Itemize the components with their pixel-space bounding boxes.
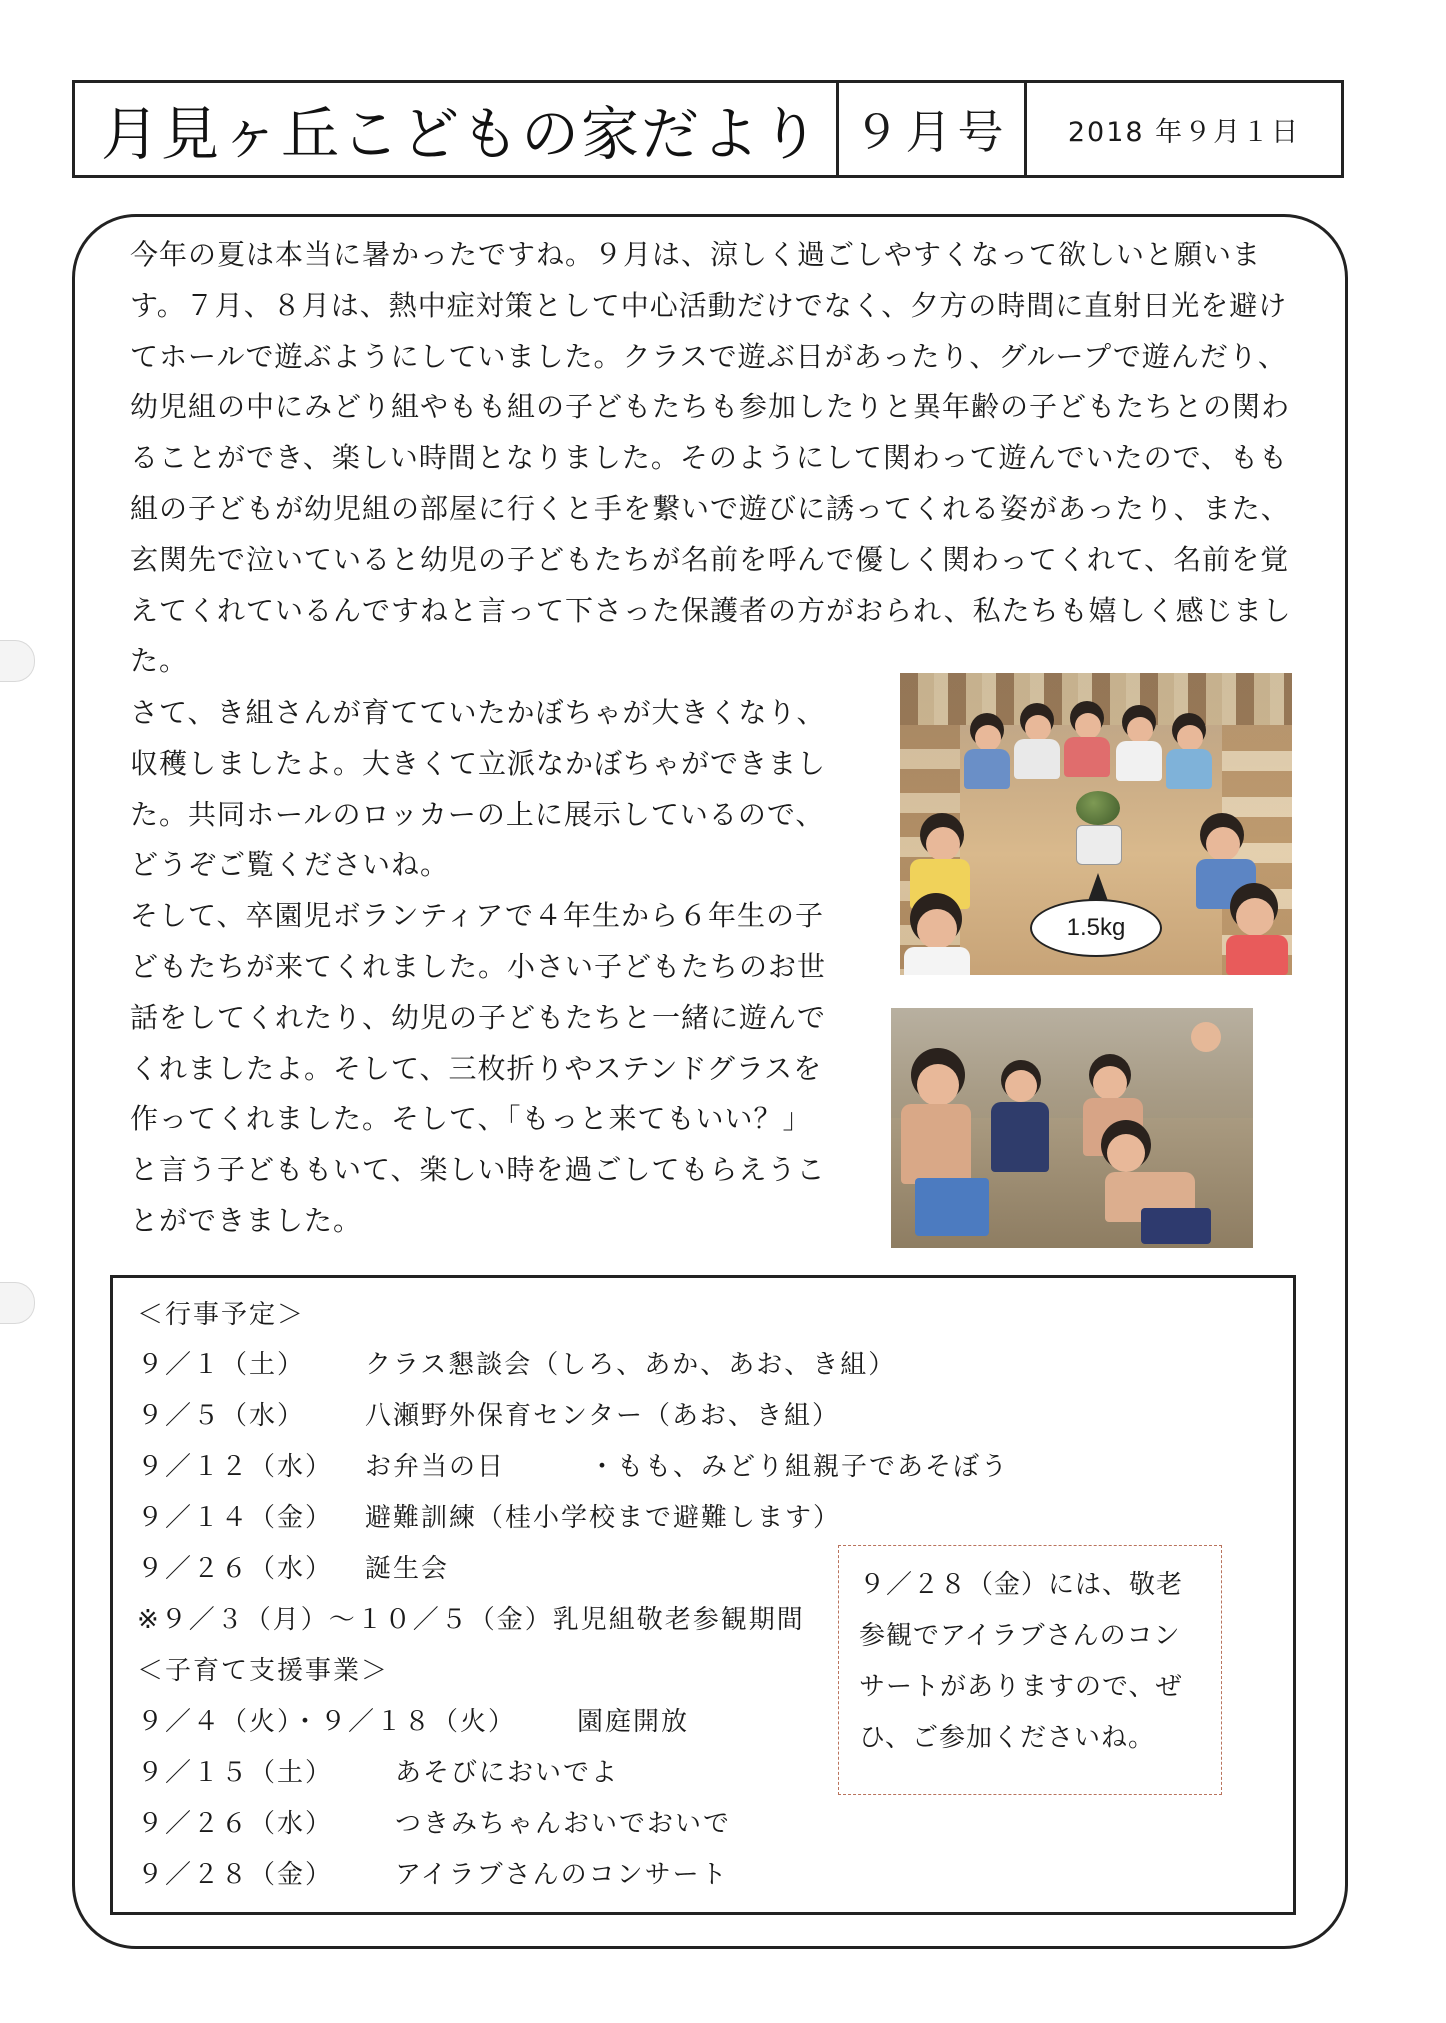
support-text: あそびにおいでよ <box>395 1758 620 1788</box>
support-date: ９／２６（水） <box>137 1809 334 1839</box>
event-date: ９／５（水） <box>137 1401 306 1431</box>
schedule-heading: ＜行事予定＞ <box>137 1300 306 1330</box>
volunteer-paragraph: そして、卒園児ボランティアで４年生から６年生の子どもたちが来てくれました。小さい子どもたちのお世話をしてくれたり、幼児の子どもたちと一緒に遊んでくれましたよ。そして、三枚折りやステンドグラスを作ってくれました。そして、「もっと来てもいい？」と言う子どももいて、楽しい時を過ごしてもらえうことができました。 <box>130 899 827 1237</box>
left-column <box>130 688 830 1247</box>
issue-date: 2018 年９月１日 <box>1067 116 1301 148</box>
issue-label: ９月号 <box>839 83 1027 175</box>
event-text: 誕生会 <box>365 1554 450 1584</box>
support-heading: ＜子育て支援事業＞ <box>137 1656 390 1686</box>
support-text: つきみちゃんおいでおいで <box>395 1809 732 1839</box>
pumpkin-photo <box>900 673 1292 975</box>
event-date: ９／２６（水） <box>137 1554 334 1584</box>
sandbox-photo <box>891 1008 1253 1248</box>
event-date: ９／１（土） <box>137 1350 306 1380</box>
pumpkin <box>1076 791 1120 825</box>
schedule-note-line: ※９／３（月）～１０／５（金）乳児組敬老参観期間 <box>137 1605 805 1635</box>
event-date: ９／１４（金） <box>137 1503 334 1533</box>
event-text: 避難訓練（桂小学校まで避難します） <box>365 1503 842 1533</box>
concert-callout: ９／２８（金）には、敬老参観でアイラブさんのコンサートがありますので、ぜひ、ご参加くださいね。 <box>838 1545 1222 1795</box>
support-date: ９／１５（土） <box>137 1758 334 1788</box>
punch-hole <box>0 1282 35 1324</box>
intro-paragraph: 今年の夏は本当に暑かったですね。９月は、涼しく過ごしやすくなって欲しいと願います。７月、８月は、熱中症対策として中心活動だけでなく、夕方の時間に直射日光を避けてホールで遊ぶようにしていました。クラスで遊ぶ日があったり、グループで遊んだり、幼児組の中にみどり組やもも組の子どもたちも参加したりと異年齢の子どもたちとの関わることができ、楽しい時間となりました。そのようにして関わって遊んでいたので、もも組の子どもが幼児組の部屋に行くと手を繋いで遊びに誘ってくれる姿があったり、また、玄関先で泣いていると幼児の子どもたちが名前を呼んで優しく関わってくれて、名前を覚えてくれているんですねと言って下さった保護者の方がおられ、私たちも嬉しく感じました。 <box>130 238 1292 678</box>
event-text: お弁当の日 ・もも、みどり組親子であそぼう <box>365 1452 1010 1482</box>
newsletter-title: 月見ヶ丘こどもの家だより <box>75 83 839 175</box>
event-text: 八瀬野外保育センター（あお、き組） <box>365 1401 840 1431</box>
newsletter-header <box>72 80 1344 178</box>
event-text: クラス懇談会（しろ、あか、あお、き組） <box>365 1350 897 1380</box>
support-date: ９／２８（金） <box>137 1860 334 1890</box>
support-text: 園庭開放 <box>577 1707 690 1737</box>
event-date: ９／１２（水） <box>137 1452 334 1482</box>
pumpkin-paragraph: さて、き組さんが育てていたかぼちゃが大きくなり、収穫しましたよ。大きくて立派なかぼちゃができました。共同ホールのロッカーの上に展示しているので、どうぞご覧くださいね。 <box>130 696 827 882</box>
weight-bubble: 1.5kg <box>1030 899 1162 957</box>
weighing-scale <box>1076 825 1122 865</box>
punch-hole <box>0 640 35 682</box>
support-text: アイラブさんのコンサート <box>395 1860 729 1890</box>
support-date: ９／４（火）・９／１８（火） <box>137 1707 517 1737</box>
